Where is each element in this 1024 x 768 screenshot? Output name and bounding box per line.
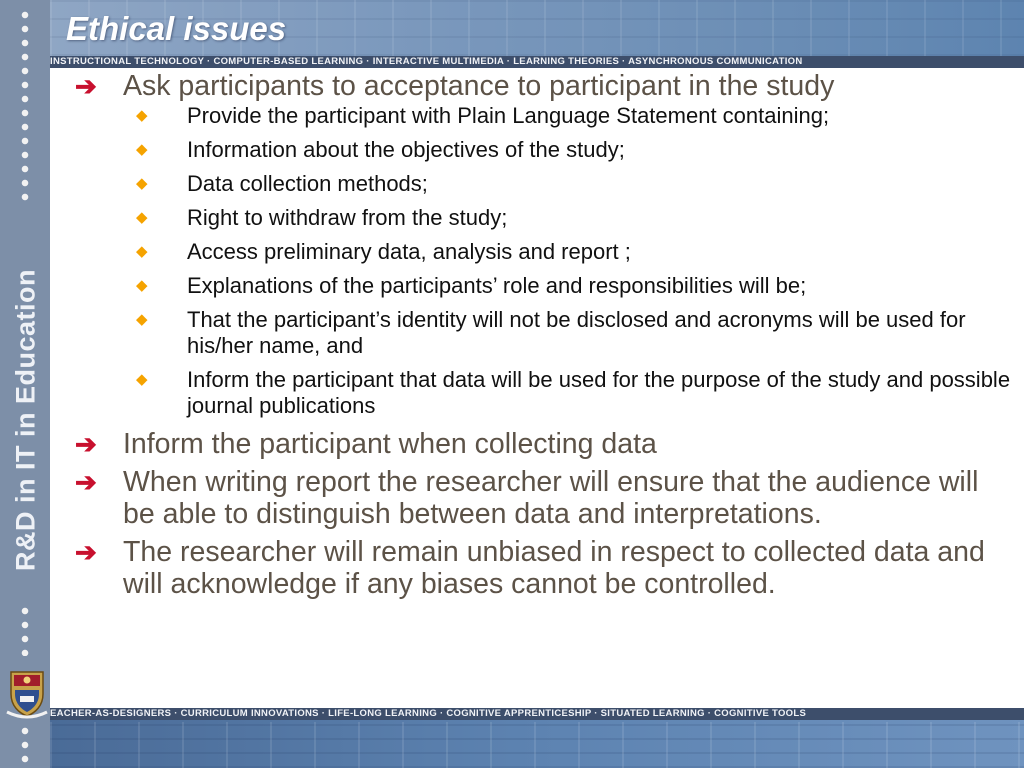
diamond-icon: ◆: [136, 277, 148, 294]
bullet-writing-report: [70, 466, 1014, 530]
sub-bullet-text: Inform the participant that data will be used for the purpose of the study and possible journal publications: [187, 367, 1011, 418]
top-banner: [50, 0, 1024, 68]
sub-bullet-text: Explanations of the participants’ role and responsibilities will be;: [187, 273, 807, 298]
university-crest-logo: [5, 668, 49, 720]
bullet-text: The researcher will remain unbiased in respect to collected data and will acknowledge if any biases cannot be controlled.: [123, 536, 985, 600]
sub-bullet-text: Access preliminary data, analysis and report ;: [187, 239, 631, 264]
bullet-ask-participants: [70, 70, 1014, 102]
dot-column-bottom: [20, 604, 30, 656]
slide-content: [70, 70, 1014, 600]
sub-bullet-roles: [70, 273, 1014, 299]
top-keywords-strip: INSTRUCTIONAL TECHNOLOGY · COMPUTER-BASED LEARNING · INTERACTIVE MULTIMEDIA · LEARNING THEORIES · ASYNCHRONOUS COMMUNICATION: [50, 56, 1024, 68]
diamond-icon: ◆: [136, 243, 148, 260]
arrow-right-icon: ➔: [75, 429, 97, 459]
bullet-text: Inform the participant when collecting data: [123, 428, 657, 460]
sub-bullet-withdraw: [70, 205, 1014, 231]
sub-bullet-text: Right to withdraw from the study;: [187, 205, 508, 230]
sub-bullet-data-collection: [70, 171, 1014, 197]
banner-circuit-pattern: [50, 722, 1024, 768]
sub-bullet-identity: [70, 307, 1014, 359]
bullet-inform-collecting: [70, 428, 1014, 460]
sub-bullet-objectives: [70, 137, 1014, 163]
diamond-icon: ◆: [136, 141, 148, 158]
diamond-icon: ◆: [136, 209, 148, 226]
arrow-right-icon: ➔: [75, 537, 97, 567]
sub-bullet-access-data: [70, 239, 1014, 265]
diamond-icon: ◆: [136, 175, 148, 192]
side-title: R&D in IT in Education: [10, 269, 41, 571]
sub-bullet-text: Data collection methods;: [187, 171, 428, 196]
bullet-text: Ask participants to acceptance to participant in the study: [123, 70, 835, 102]
diamond-icon: ◆: [136, 311, 148, 328]
sub-bullet-text: Information about the objectives of the study;: [187, 137, 625, 162]
slide-title: Ethical issues: [66, 10, 287, 47]
sub-bullet-publications: [70, 367, 1014, 419]
arrow-right-icon: ➔: [75, 467, 97, 497]
bullet-text: When writing report the researcher will ensure that the audience will be able to distinguish between data and interpretations.: [123, 466, 979, 530]
diamond-icon: ◆: [136, 371, 148, 388]
sub-bullet-plain-language: [70, 103, 1014, 129]
bottom-banner: [50, 708, 1024, 768]
sub-bullet-text: That the participant’s identity will not be disclosed and acronyms will be used for his/her name, and: [187, 307, 966, 358]
bullet-unbiased: [70, 536, 1014, 600]
sub-bullet-text: Provide the participant with Plain Language Statement containing;: [187, 103, 830, 128]
bottom-keywords-strip: EACHER-AS-DESIGNERS · CURRICULUM INNOVATIONS · LIFE-LONG LEARNING · COGNITIVE APPRENTICESHIP · SITUATED LEARNING · COGNITIVE TOOLS: [50, 708, 1024, 720]
dot-column-lower: [20, 724, 30, 764]
dot-column-top: [20, 8, 30, 204]
left-strip: [0, 0, 50, 768]
arrow-right-icon: ➔: [75, 71, 97, 101]
diamond-icon: ◆: [136, 107, 148, 124]
